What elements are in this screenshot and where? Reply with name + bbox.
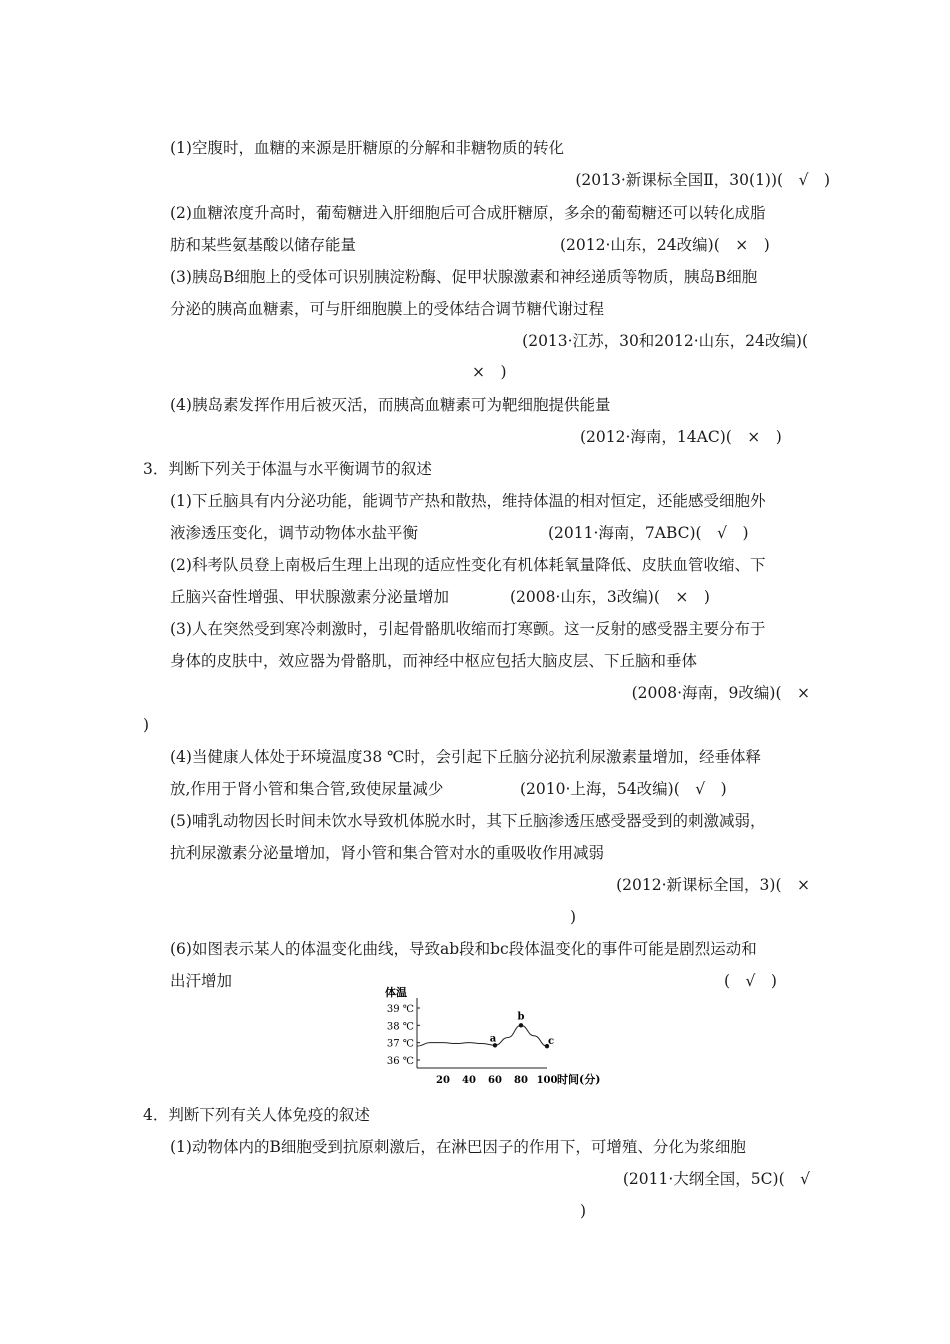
q2-item3-line2: 分泌的胰高血糖素，可与肝细胞膜上的受体结合调节糖代谢过程 [170, 300, 605, 318]
chart-x-tick-label: 20 [436, 1075, 450, 1086]
q3-item6-line2: 出汗增加 [170, 972, 233, 990]
q3-item6-source: ( √ ) [724, 972, 777, 990]
q4-item1-source: (2011·大纲全国，5C)( √ [622, 1170, 810, 1188]
chart-y-tick-label: 36 ℃ [386, 1056, 414, 1067]
q3-item2-line1: (2)科考队员登上南极后生理上出现的适应性变化有机体耗氧量降低、皮肤血管收缩、下 [170, 556, 766, 574]
q2-item1-source: (2013·新课标全国Ⅱ，30(1))( √ ) [575, 171, 830, 189]
q2-item4-text: (4)胰岛素发挥作用后被灭活，而胰高血糖素可为靶细胞提供能量 [170, 396, 611, 414]
q3-item5-answer: ) [570, 908, 577, 926]
temperature-chart-svg [375, 982, 601, 1092]
q4-item1-answer: ) [580, 1202, 587, 1220]
q3-item3-source: (2008·海南，9改编)( × [631, 684, 810, 702]
chart-xlabel: 时间(分) [557, 1073, 601, 1086]
chart-y-ticks [387, 1004, 420, 1067]
q2-item1-text: (1)空腹时，血糖的来源是肝糖原的分解和非糖物质的转化 [170, 139, 564, 157]
q2-item2-source: (2012·山东，24改编)( × ) [560, 236, 770, 254]
chart-x-tick-label: 80 [514, 1075, 528, 1086]
q2-item2-line1: (2)血糖浓度升高时，葡萄糖进入肝细胞后可合成肝糖原，多余的葡萄糖还可以转化成脂 [170, 204, 766, 222]
chart-x-tick-label: 100 [536, 1075, 558, 1086]
chart-series-line [417, 1025, 547, 1046]
chart-ylabel: 体温 [385, 986, 407, 999]
chart-point-label-b: b [517, 1011, 525, 1023]
q3-item1-line2: 液渗透压变化，调节动物体水盐平衡 [170, 524, 419, 542]
chart-point-label-a: a [489, 1033, 497, 1045]
chart-x-ticks [436, 1075, 557, 1086]
q3-item6-line1: (6)如图表示某人的体温变化曲线，导致ab段和bc段体温变化的事件可能是剧烈运动和 [170, 940, 757, 958]
chart-points [490, 1011, 554, 1048]
chart-point-label-c: c [547, 1036, 555, 1048]
q2-item3-line1: (3)胰岛B细胞上的受体可识别胰淀粉酶、促甲状腺激素和神经递质等物质，胰岛B细胞 [170, 268, 758, 286]
q3-item3-line2: 身体的皮肤中，效应器为骨骼肌，而神经中枢应包括大脑皮层、下丘脑和垂体 [170, 652, 698, 670]
chart-x-tick-label: 60 [488, 1075, 502, 1086]
q3-item5-source: (2012·新课标全国，3)( × [616, 876, 810, 894]
q3-item4-line2: 放,作用于肾小管和集合管,致使尿量减少 [170, 780, 444, 798]
q4-title: 4．判断下列有关人体免疫的叙述 [143, 1106, 370, 1124]
q2-item3-source: (2013·江苏，30和2012·山东，24改编)( [522, 332, 808, 350]
q3-item2-line2: 丘脑兴奋性增强、甲状腺激素分泌量增加 [170, 588, 450, 606]
chart-y-tick-label: 37 ℃ [386, 1038, 414, 1050]
q3-item4-source: (2010·上海，54改编)( √ ) [520, 780, 727, 798]
chart-y-tick-label: 39 ℃ [386, 1004, 414, 1015]
q3-title: 3．判断下列关于体温与水平衡调节的叙述 [143, 460, 432, 478]
chart-point-b [519, 1023, 523, 1027]
q3-item1-source: (2011·海南，7ABC)( √ ) [548, 524, 749, 542]
chart-x-tick-label: 40 [462, 1075, 476, 1086]
temperature-chart [375, 982, 601, 1092]
q2-item3-answer: × ) [472, 363, 507, 381]
q3-item1-line1: (1)下丘脑具有内分泌功能，能调节产热和散热，维持体温的相对恒定，还能感受细胞外 [170, 492, 766, 510]
q4-item1-text: (1)动物体内的B细胞受到抗原刺激后，在淋巴因子的作用下，可增殖、分化为浆细胞 [170, 1138, 746, 1156]
q3-item3-line1: (3)人在突然受到寒冷刺激时，引起骨骼肌收缩而打寒颤。这一反射的感受器主要分布于 [170, 620, 766, 638]
q2-item4-source: (2012·海南，14AC)( × ) [580, 428, 782, 446]
q3-item5-line2: 抗利尿激素分泌量增加，肾小管和集合管对水的重吸收作用减弱 [170, 844, 605, 862]
q3-item2-source: (2008·山东，3改编)( × ) [510, 588, 710, 606]
q2-item2-line2: 肪和某些氨基酸以储存能量 [170, 236, 357, 254]
q3-item4-line1: (4)当健康人体处于环境温度38 ℃时，会引起下丘脑分泌抗利尿激素量增加，经垂体释 [170, 748, 761, 766]
chart-y-tick-label: 38 ℃ [386, 1021, 414, 1033]
q3-item3-answer: ) [143, 716, 150, 734]
q3-item5-line1: (5)哺乳动物因长时间未饮水导致机体脱水时，其下丘脑渗透压感受器受到的刺激减弱， [170, 812, 766, 830]
